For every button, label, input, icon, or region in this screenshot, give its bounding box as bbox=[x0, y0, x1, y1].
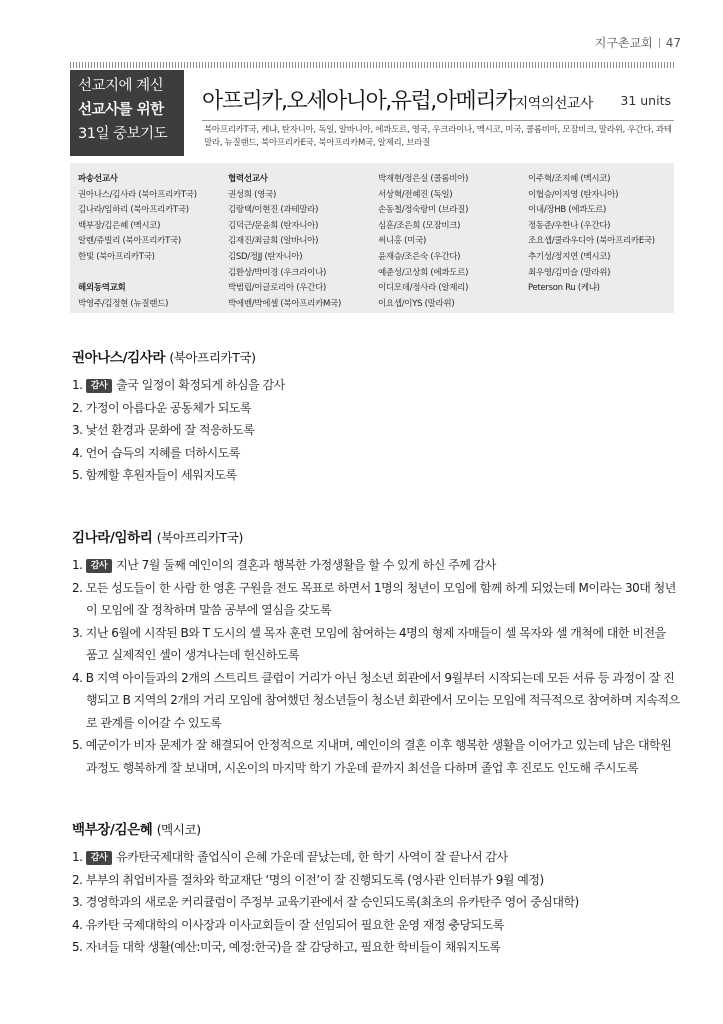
main-title bbox=[202, 84, 593, 115]
grid-entry: 손동철/정숙랑미 (브라질) bbox=[378, 205, 469, 216]
units-count: 31 units bbox=[620, 93, 671, 108]
grid-entry: 이내/장HB (에콰도르) bbox=[528, 205, 606, 216]
grid-entry: 권아나스/김사라 (북아프리카T국) bbox=[78, 189, 197, 200]
main-title-suffix: 지역의선교사 bbox=[514, 96, 593, 112]
prayer-list bbox=[72, 554, 680, 779]
grid-spacer bbox=[78, 266, 197, 282]
missionary-name: 김나라/임하리 bbox=[72, 530, 153, 546]
prayer-item: 4. B 지역 아이들과의 2개의 스트리트 클럽이 거리가 아닌 청소년 회관에서 9월부터 시작되는데 모든 서류 등 과정이 잘 진행되고 B 지역의 2개의 거리 모임에 참여했던 청소년들이 청소년 회관에서 모이는 모임에 적극적으로 참여하며 지속적으로 관계를 이어갈 수 있도록 bbox=[72, 670, 680, 730]
grid-entry: 권성희 (영국) bbox=[228, 189, 276, 200]
prayer-item: 3. 낯선 환경과 문화에 잘 적응하도록 bbox=[72, 423, 255, 437]
grid-heading: 파송선교사 bbox=[78, 174, 118, 184]
title-underline bbox=[202, 120, 674, 121]
thanks-badge: 감사 bbox=[86, 851, 112, 865]
missionary-region: (멕시코) bbox=[156, 822, 201, 837]
prayer-section-3 bbox=[72, 818, 680, 959]
grid-entry: 박영주/김정현 (뉴질랜드) bbox=[78, 298, 169, 309]
missionary-region: (북아프리카T국) bbox=[156, 530, 243, 545]
prayer-item: 2. 부부의 취업비자를 절차와 학교재단 ‘명의 이전’이 잘 진행되도록 (영사관 인터뷰가 9월 예정) bbox=[72, 872, 544, 887]
grid-entry: 김환상/박미경 (우크라이나) bbox=[228, 267, 327, 278]
grid-entry: 이디모데/정사라 (알제리) bbox=[378, 283, 469, 294]
prayer-title-box bbox=[70, 70, 184, 156]
grid-entry: 이요셉/이YS (말라위) bbox=[378, 298, 455, 309]
grid-entry: 정동준/우한나 (우간다) bbox=[528, 220, 611, 231]
grid-heading: 협력선교사 bbox=[228, 174, 268, 184]
prayer-item: 1. 감사 출국 일정이 확정되게 하심을 감사 bbox=[72, 378, 285, 392]
grid-entry: Peterson Ru (케냐) bbox=[528, 283, 600, 294]
grid-entry: 박에벤/박에셀 (북아프리카M국) bbox=[228, 298, 341, 309]
header-divider bbox=[659, 38, 660, 48]
grid-entry: 김덕근/문윤희 (탄자니아) bbox=[228, 220, 319, 231]
missionary-column-2 bbox=[228, 172, 341, 312]
section-heading bbox=[72, 526, 680, 546]
page-header bbox=[595, 34, 681, 51]
thanks-badge: 감사 bbox=[86, 379, 112, 393]
prayer-item: 1. 감사 지난 7월 둘째 예인이의 결혼과 행복한 가정생활을 할 수 있게 하신 주께 감사 bbox=[72, 558, 496, 572]
grid-entry: 이협승/이지영 (탄자니아) bbox=[528, 189, 619, 200]
prayer-item: 2. 모든 성도들이 한 사람 한 영혼 구원을 전도 목표로 하면서 1명의 청년이 모임에 함께 하게 되었는데 M이라는 30대 청년이 모임에 잘 정착하며 말씀 공부에 열심을 갖도록 bbox=[72, 580, 676, 617]
grid-entry: 알렌/쥬빌리 (북아프리카T국) bbox=[78, 236, 181, 247]
grid-heading: 해외동역교회 bbox=[78, 283, 126, 294]
grid-entry: 예준성/고상희 (에콰도르) bbox=[378, 267, 469, 278]
missionary-column-3 bbox=[378, 172, 468, 312]
grid-entry: 김랑택/이현진 (과테말라) bbox=[228, 205, 319, 216]
thanks-badge: 감사 bbox=[86, 559, 112, 573]
page-number: 47 bbox=[665, 35, 681, 50]
prayer-item: 4. 유카탄 국제대학의 이사장과 이사교회들이 잘 선임되어 필요한 운영 재정 충당되도록 bbox=[72, 917, 504, 932]
grid-entry: 김나라/임하리 (북아프리카T국) bbox=[78, 205, 189, 216]
box-line-2: 선교사를 위한 bbox=[78, 102, 164, 118]
grid-entry: 조요셉/쿨라우디아 (북아프리카E국) bbox=[528, 236, 655, 247]
prayer-section-1 bbox=[72, 346, 680, 487]
grid-entry: 김SD/정JJ (탄자니아) bbox=[228, 251, 303, 262]
prayer-item: 3. 경영학과의 새로운 커리큘럼이 주정부 교육기관에서 잘 승인되도록(최초의 유카탄주 영어 중심대학) bbox=[72, 895, 579, 909]
grid-entry: 추기성/정지연 (멕시코) bbox=[528, 251, 611, 262]
missionary-column-1 bbox=[78, 172, 197, 312]
missionary-name: 백부장/김은혜 bbox=[72, 822, 153, 838]
prayer-section-2 bbox=[72, 526, 680, 779]
prayer-list bbox=[72, 374, 680, 487]
prayer-item: 1. 감사 유카탄국제대학 졸업식이 은혜 가운데 끝났는데, 한 학기 사역이 잘 끝나서 감사 bbox=[72, 850, 508, 864]
box-line-3: 31일 중보기도 bbox=[78, 126, 168, 142]
grid-entry: 최우영/김미슬 (말라위) bbox=[528, 267, 611, 278]
grid-entry: 이주혁/조지혜 (멕시코) bbox=[528, 174, 611, 184]
prayer-item: 5. 예군이가 비자 문제가 잘 해결되어 안정적으로 지내며, 예인이의 결혼 이후 행복한 생활을 이어가고 있는데 남은 대학원 과정도 행복하게 잘 보내며, 시온이의 마지막 학기 가운데 끝까지 최선을 다하며 졸업 후 진로도 인도해 주시도록 bbox=[72, 738, 672, 775]
prayer-item: 2. 가정이 아름다운 공동체가 되도록 bbox=[72, 400, 251, 415]
prayer-list bbox=[72, 846, 680, 959]
main-title-text: 아프리카,오세아니아,유럽,아메리카 bbox=[202, 89, 515, 114]
grid-entry: 윤재승/조은숙 (우간다) bbox=[378, 251, 461, 262]
box-line-1: 선교지에 계신 bbox=[78, 78, 164, 94]
prayer-item: 5. 함께할 후원자들이 세워지도록 bbox=[72, 468, 237, 482]
grid-entry: 박재현/정은실 (콜롬비아) bbox=[378, 174, 469, 184]
prayer-item: 4. 언어 습득의 지혜를 더하시도록 bbox=[72, 445, 240, 460]
grid-entry: 서상혁/전혜진 (독일) bbox=[378, 189, 453, 200]
grid-entry: 심훈/조은희 (모잠비크) bbox=[378, 220, 461, 231]
section-heading bbox=[72, 818, 680, 838]
prayer-item: 3. 지난 6월에 시작된 B와 T 도시의 셀 목자 훈련 모임에 참여하는 4명의 형제 자매들이 셀 목자와 셀 개척에 대한 비전을 품고 실제적인 셀이 생겨나는데 헌신하도록 bbox=[72, 625, 666, 662]
grid-entry: 써니홍 (미국) bbox=[378, 236, 426, 247]
missionary-name: 권아나스/김사라 bbox=[72, 350, 166, 366]
country-list: 북아프리카T국, 케냐, 탄자니아, 독일, 알바니아, 에콰도르, 영국, 우크라이나, 멕시코, 미국, 콜롬비아, 모잠비크, 말라위, 우간다, 과테말라, 뉴질랜드, 북아프리카E국, 북아프리카M국, 알제리, 브라질 bbox=[204, 125, 672, 148]
grid-entry: 백부장/김은혜 (멕시코) bbox=[78, 220, 161, 231]
grid-entry: 한빛 (북아프리카T국) bbox=[78, 251, 155, 262]
prayer-item: 5. 자녀들 대학 생활(예산:미국, 예정:한국)을 잘 감당하고, 필요한 학비들이 채워지도록 bbox=[72, 940, 501, 954]
section-heading bbox=[72, 346, 680, 366]
missionary-column-4 bbox=[528, 172, 655, 297]
grid-entry: 김재진/최금희 (알바니아) bbox=[228, 236, 319, 247]
grid-entry: 박범립/이글로리아 (우간다) bbox=[228, 283, 327, 294]
section-name: 지구촌교회 bbox=[594, 36, 653, 50]
dotted-rule bbox=[70, 62, 674, 68]
missionary-region: (북아프리카T국) bbox=[169, 350, 256, 365]
